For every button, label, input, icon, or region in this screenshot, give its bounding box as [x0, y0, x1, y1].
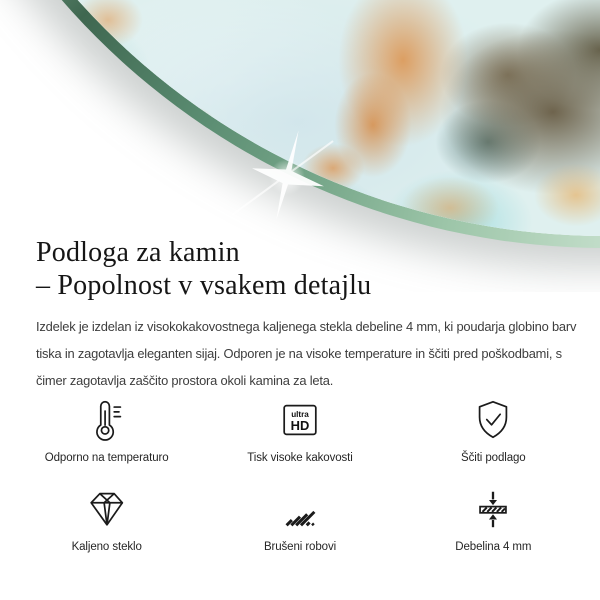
feature-label: Odporno na temperaturo: [44, 452, 169, 464]
product-copy: [36, 236, 582, 394]
feature-label: Ščiti podlago: [461, 452, 526, 464]
feature-temperature: [10, 397, 203, 464]
feature-label: Tisk visoke kakovosti: [247, 452, 353, 464]
feature-label: Brušeni robovi: [263, 541, 337, 553]
features-grid: [0, 397, 600, 553]
polished-edge-stripes-icon: [277, 486, 323, 532]
feature-print-quality: [203, 397, 396, 464]
page-title: [36, 236, 582, 302]
badge-text-hd: HD: [290, 418, 310, 434]
feature-polished-edges: [203, 486, 396, 553]
feature-label: Debelina 4 mm: [455, 541, 532, 553]
feature-thickness: [397, 486, 590, 553]
diamond-icon: [84, 486, 130, 532]
fluid-art-print: [0, 0, 600, 236]
thermometer-icon: [84, 397, 130, 443]
feature-tempered-glass: [10, 486, 203, 553]
glass-disc-edge: [0, 0, 600, 248]
title-line-1: Podloga za kamin: [36, 237, 240, 268]
feature-protects-base: [397, 397, 590, 464]
shield-check-icon: [470, 397, 516, 443]
ultra-hd-badge-icon: [277, 397, 323, 443]
title-line-2: – Popolnost v vsakem detajlu: [36, 270, 372, 301]
glass-disc: [0, 0, 600, 236]
thickness-arrows-icon: [470, 486, 516, 532]
product-description: Izdelek je izdelan iz visokokakovostnega kaljenega stekla debeline 4 mm, ki poudarja globino barv tiska in zagotavlja eleganten sijaj. Odporen je na visoke temperature in ščiti pred poškodbami, s čimer zagotavlja zaščito prostora okoli kamina za leta.: [36, 319, 577, 388]
badge-text-ultra: ultra: [291, 410, 309, 420]
feature-label: Kaljeno steklo: [71, 541, 142, 553]
